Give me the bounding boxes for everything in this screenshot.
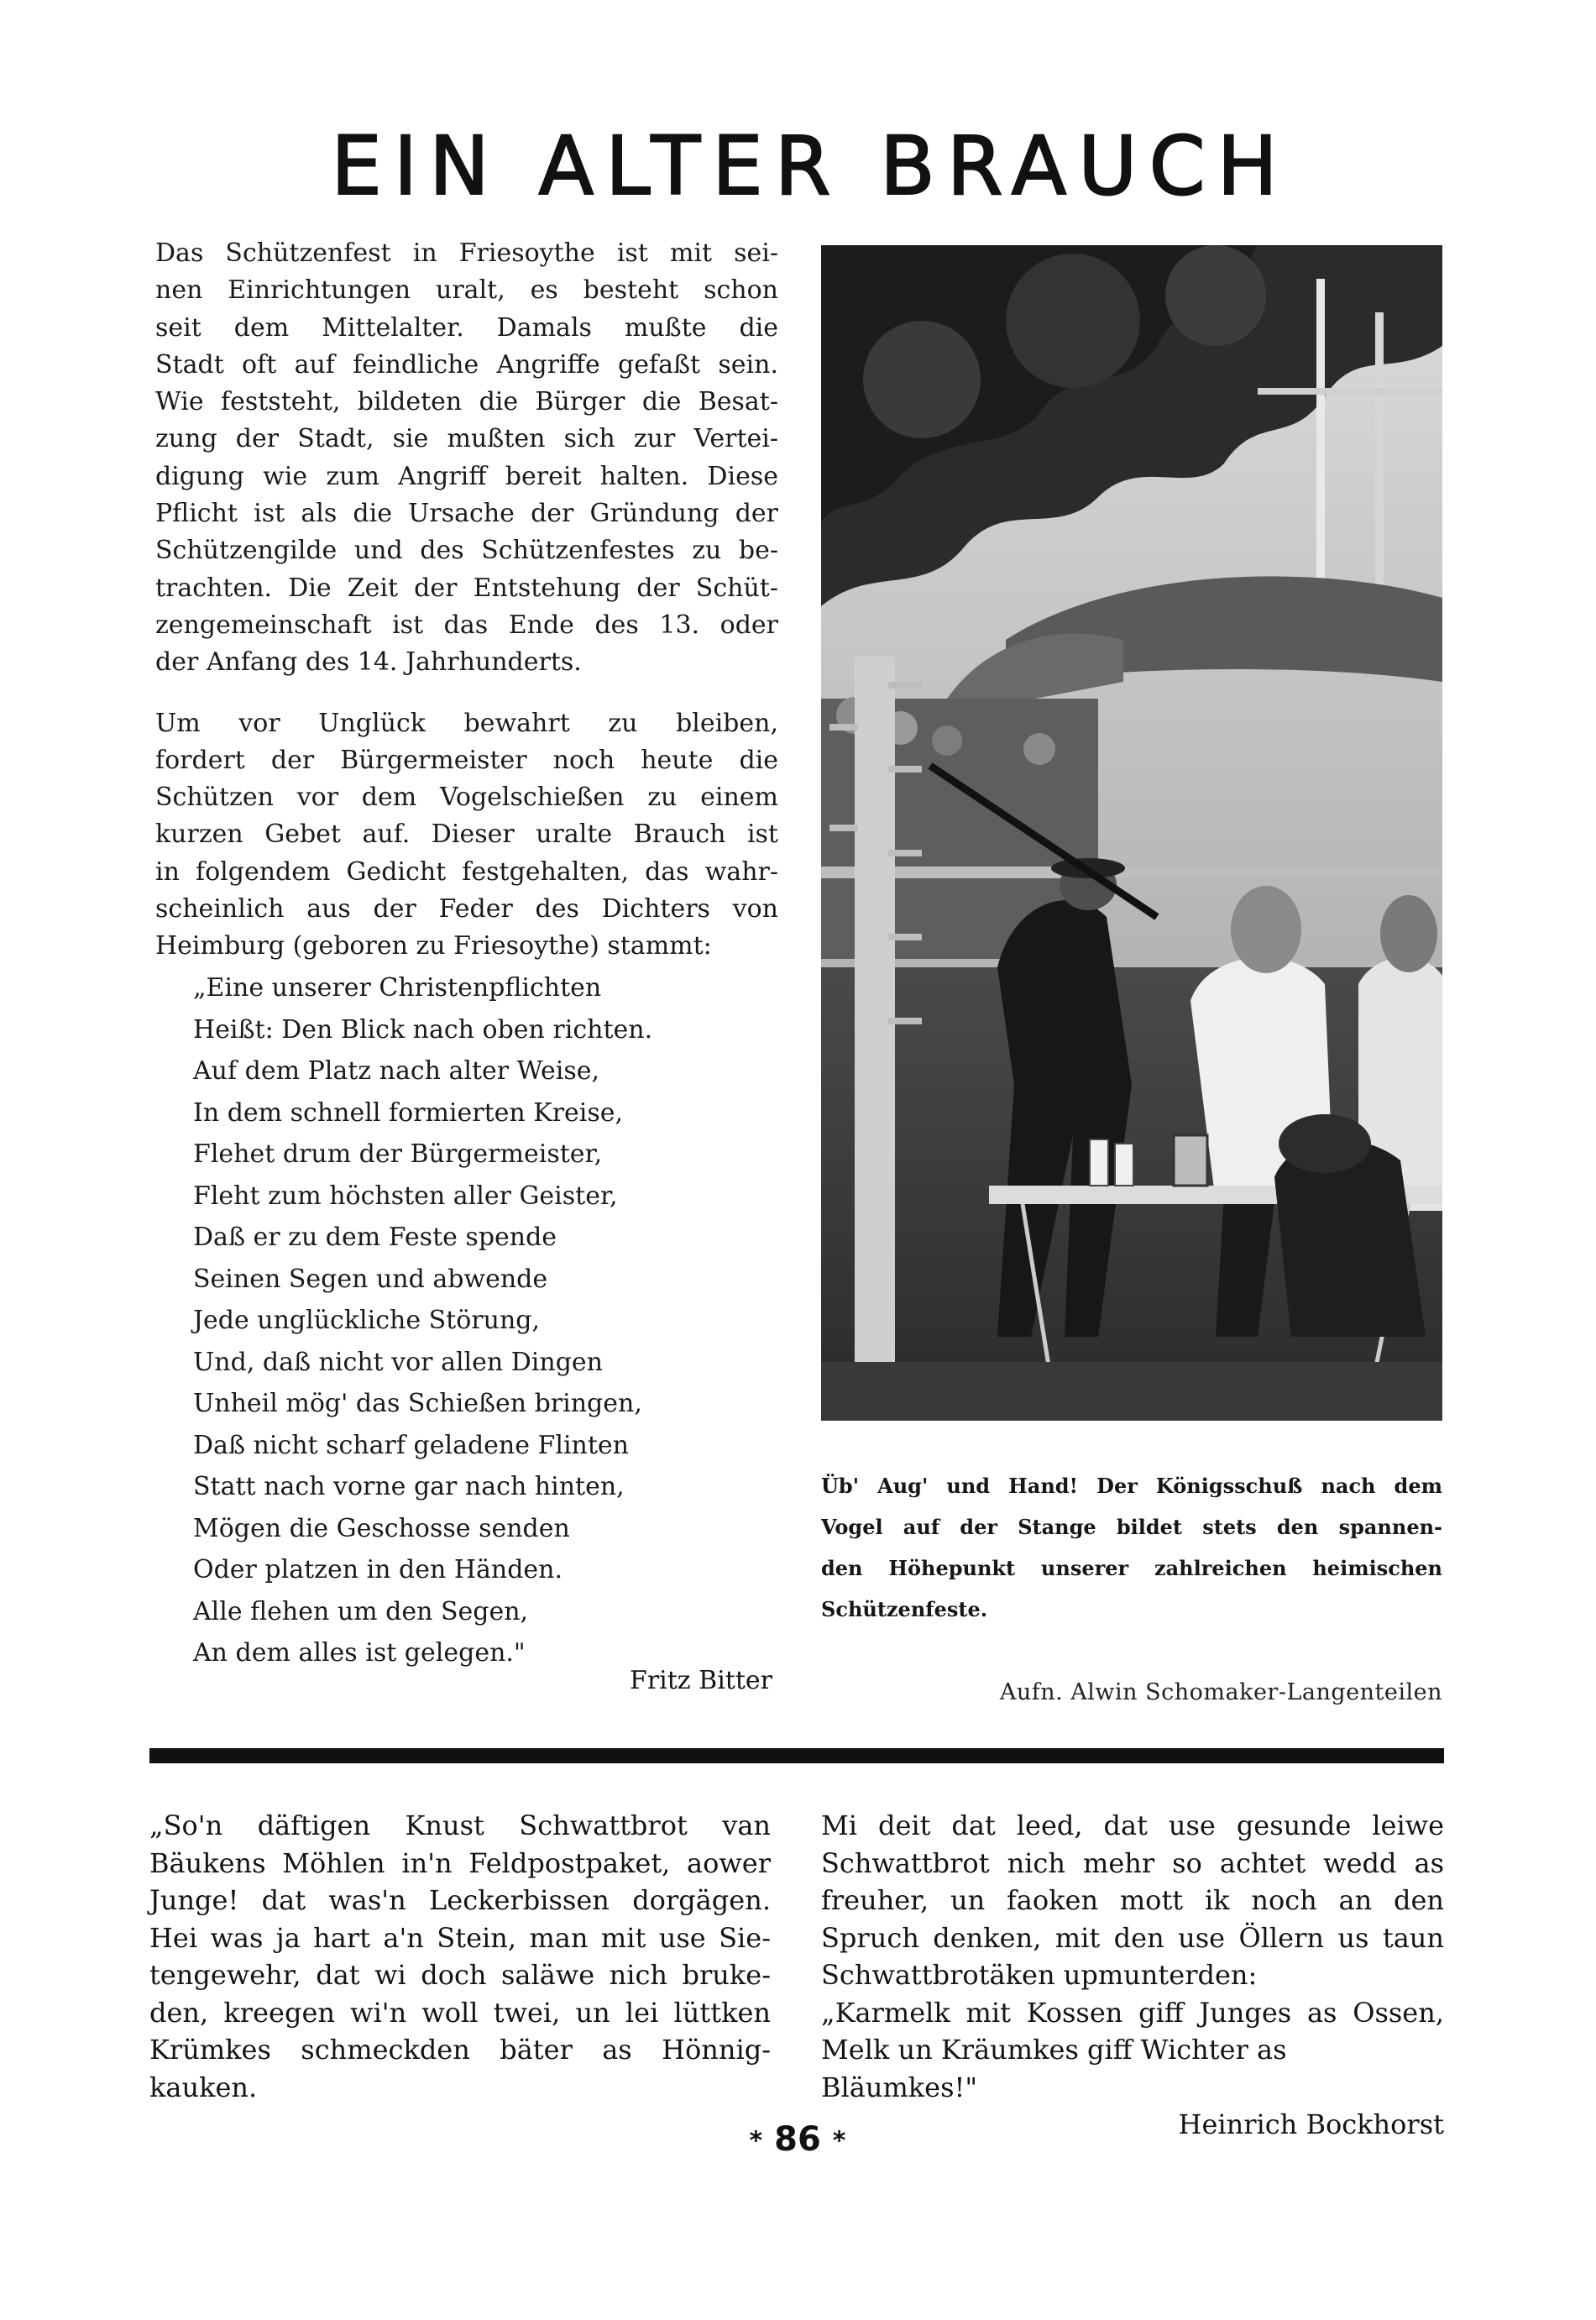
dialect-line: „So'n däftigen Knust Schwattbrot van [149,1809,771,1841]
caption-line: den Höhepunkt unserer zahlreichen heimischen [821,1556,1442,1580]
poem-line: Heißt: Den Blick nach oben richten. [193,1014,653,1045]
star-ornament-left: * [749,2126,763,2156]
text-line: digung wie zum Angriff bereit halten. Diese [155,461,778,491]
poem-line: Flehet drum der Bürgermeister, [193,1139,603,1169]
dialect-line: Spruch denken, mit den use Öllern us taun [821,1921,1444,1954]
poem [193,967,781,1674]
text-line: zung der Stadt, sie mußten sich zur Vertei- [155,424,778,454]
poem-line: „Eine unserer Christenpflichten [193,973,602,1003]
poem-line: In dem schnell formierten Kreise, [193,1097,624,1128]
text-line: der Anfang des 14. Jahrhunderts. [155,647,582,678]
text-line: Pflicht ist als die Ursache der Gründung der [155,499,778,529]
caption-line: Schützenfeste. [821,1597,988,1621]
photo-credit: Aufn. Alwin Schomaker-Langenteilen [999,1679,1442,1705]
caption-line: Vogel auf der Stange bildet stets den spannen- [821,1515,1442,1539]
dialect-line: Mi deit dat leed, dat use gesunde leiwe [821,1809,1444,1841]
text-line: fordert der Bürgermeister noch heute die [155,745,778,775]
text-line: scheinlich aus der Feder des Dichters von [155,894,778,924]
photo-caption [821,1465,1442,1630]
star-ornament-right: * [832,2126,846,2156]
poem-line: Fleht zum höchsten aller Geister, [193,1181,618,1211]
text-line: seit dem Mittelalter. Damals mußte die [155,312,778,343]
poem-line: Oder platzen in den Händen. [193,1555,563,1584]
dialect-line: „Karmelk mit Kossen giff Junges as Ossen, [821,1996,1444,2029]
poem-line: Mögen die Geschosse senden [193,1513,570,1543]
photo-illustration [821,245,1442,1421]
intro-paragraph [155,235,778,682]
poem-line: Alle flehen um den Segen, [193,1596,529,1626]
shooting-festival-photo [821,245,1442,1421]
text-line: Das Schützenfest in Friesoythe ist mit sei- [155,238,778,268]
text-line: Wie feststeht, bildeten die Bürger die Besat- [155,387,778,417]
dialect-line: Melk un Kräumkes giff Wichter as Bläumkes!" [821,2034,1287,2103]
text-line: Schützengilde und des Schützenfestes zu be- [155,536,778,566]
dialect-line: Schwattbrot nich mehr so achtet wedd as [821,1846,1444,1879]
poem-line: Jede unglückliche Störung, [193,1306,541,1335]
dialect-line: Schwattbrotäken upmunterden: [821,1959,1258,1991]
poem-line: Daß nicht scharf geladene Flinten [193,1430,629,1460]
poem-author: Fritz Bitter [630,1666,772,1695]
poem-line: Seinen Segen und abwende [193,1264,548,1294]
poem-line: Auf dem Platz nach alter Weise, [193,1056,600,1086]
dialect-author: Heinrich Bockhorst [1178,2108,1444,2140]
dialect-line: Hei was ja hart a'n Stein, man mit use Sie- [149,1921,771,1954]
poem-line: Statt nach vorne gar nach hinten, [193,1472,625,1501]
text-line: Um vor Unglück bewahrt zu bleiben, [155,708,778,738]
caption-line: Üb' Aug' und Hand! Der Königsschuß nach dem [821,1474,1442,1498]
dialect-text-left [149,1807,771,2106]
poem-line: Unheil mög' das Schießen bringen, [193,1389,642,1418]
dialect-line: Bäukens Möhlen in'n Feldpostpaket, aower [149,1846,771,1879]
section-divider [149,1748,1444,1763]
text-line: trachten. Die Zeit der Entstehung der Schüt- [155,573,778,603]
text-line: in folgendem Gedicht festgehalten, das wahr- [155,856,778,887]
dialect-line: Krümkes schmeckden bäter as Hönnig- [149,2034,771,2066]
page-number [739,2120,856,2159]
poem-line: Und, daß nicht vor allen Dingen [193,1347,603,1377]
text-line: Heimburg (geboren zu Friesoythe) stammt: [155,931,712,961]
text-line: Stadt oft auf feindliche Angriffe gefaßt sein. [155,349,778,380]
text-line: zengemeinschaft ist das Ende des 13. oder [155,610,778,640]
intro-paragraph [155,705,778,966]
dialect-text-right [821,1807,1444,2144]
intro-column [155,235,778,966]
text-line: nen Einrichtungen uralt, es besteht schon [155,275,778,306]
page-number-value: 86 [774,2120,821,2159]
poem-line: An dem alles ist gelegen." [193,1638,526,1668]
dialect-line: Junge! dat was'n Leckerbissen dorgägen. [149,1884,771,1916]
dialect-line: den, kreegen wi'n woll twei, un lei lüttken [149,1996,771,2029]
text-line: kurzen Gebet auf. Dieser uralte Brauch ist [155,820,778,850]
poem-line: Daß er zu dem Feste spende [193,1223,557,1252]
dialect-line: freuher, un faoken mott ik noch an den [821,1884,1444,1916]
text-line: Schützen vor dem Vogelschießen zu einem [155,783,778,813]
page-title: EIN ALTER BRAUCH [331,119,1290,213]
dialect-line: tengewehr, dat wi doch saläwe nich bruke- [149,1959,771,1991]
dialect-line: kauken. [149,2071,258,2103]
